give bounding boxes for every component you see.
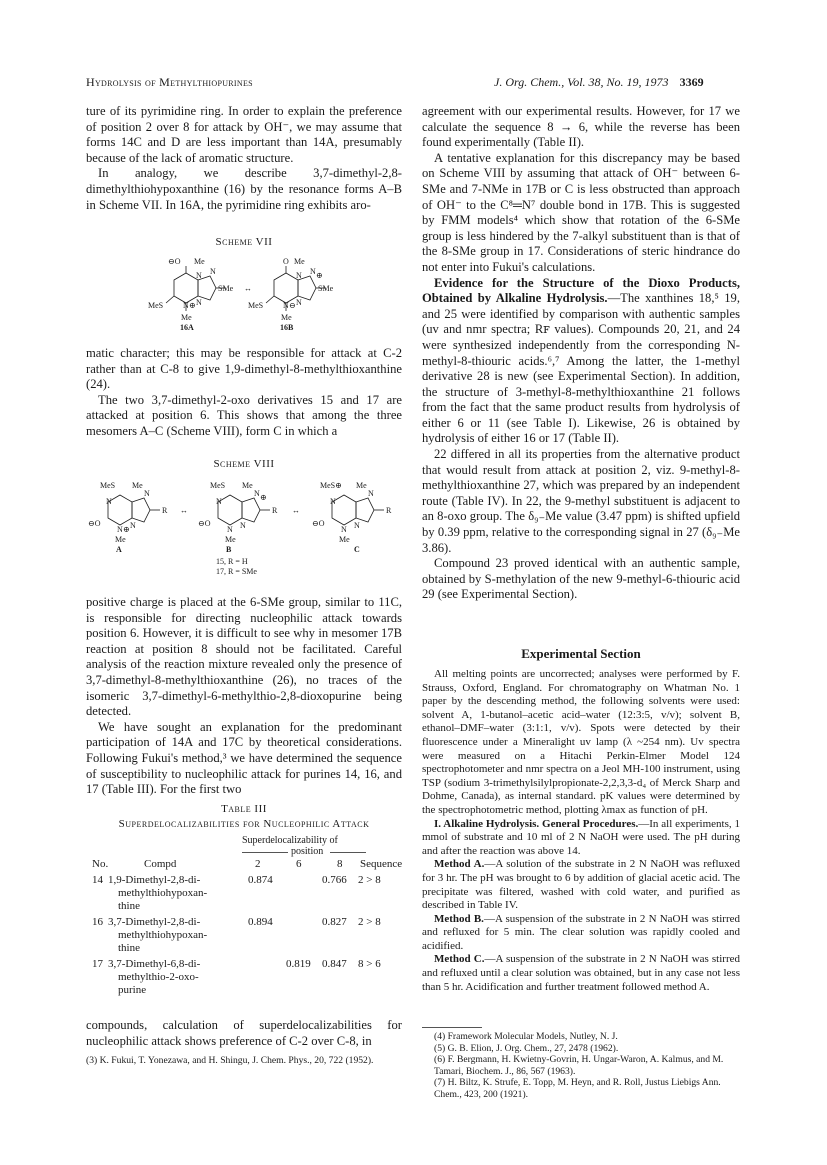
table-cell-compd <box>108 916 238 955</box>
paragraph-text: —In all experiments, 1 mmol of substrate and 10 ml of 2 N NaOH were used. The pH during and after the reaction was above 14. <box>422 817 740 857</box>
paragraph: ture of its pyrimidine ring. In order to explain the preference of position 2 over 8 for attack by OH⁻, we may assume that forms 14C and D are less important than 14A, presumably because of the lack of aromatic structure. <box>86 104 402 165</box>
table-header-pos8: 8 <box>337 858 343 870</box>
paragraph: compounds, calculation of superdelocalizabilities for nucleophilic attack shows preference of C-2 over C-8, in <box>86 1018 402 1048</box>
left-paragraph-block-1 <box>86 104 402 213</box>
scheme-label: ⊕ <box>189 301 196 310</box>
table-title: Table III <box>221 803 267 815</box>
scheme-label: ⊕ <box>123 525 130 534</box>
table-header-pos6: 6 <box>296 858 302 870</box>
paragraph: A tentative explanation for this discrepancy may be based on Scheme VIII by assuming that attack of OH⁻ between 6-SMe and 7-NMe in 17B or C is less obstructed than approach of OH⁻ to the C⁸═N⁷ double bond in 17B. This is suggested by FMM models⁴ which show that rotation of the 6-SMe group is less hindered by the 7-alkyl substituent than is that of the 8-SMe group in 17. Considerations of steric hindrance do not enter into Fukui's calculations. <box>422 150 740 274</box>
run-in-heading: Method C. <box>434 953 485 966</box>
right-paragraph-block-1 <box>422 104 740 603</box>
scheme-label: MeS <box>248 301 264 310</box>
scheme-label: Me <box>115 535 126 544</box>
scheme-label: ⊖ <box>289 301 296 310</box>
table-cell-pos8: 0.827 <box>322 916 347 928</box>
paragraph <box>422 953 740 994</box>
run-in-heading: Method B. <box>434 912 484 925</box>
paragraph: 22 differed in all its properties from the alternative product that would result from attack at position 2, viz. 9-methyl-8-methylthioxanthine 27, which was prepared by an independent route (Table IV). In 22, the 9-methyl substituent is adjacent to an 8-oxo group. The δ₉₋Me value (3.47 ppm) is shifted upfield by 0.39 ppm, relative to the corresponding signal in 27 (δ₉₋Me 3.86). <box>422 447 740 555</box>
scheme-label: MeS⊕ <box>320 481 342 490</box>
resonance-arrow: ↔ <box>292 506 300 515</box>
scheme-title: Scheme VII <box>215 236 273 248</box>
footnote-6: (6) F. Bergmann, H. Kwietny-Govrin, H. Ungar-Waron, A. Kalmus, and M. Tamari, Biochem. J., 86, 567 (1963). <box>434 1054 724 1077</box>
table-cell-sequence: 8 > 6 <box>358 958 381 970</box>
scheme-viii-structures <box>86 470 402 586</box>
scheme-label: N <box>227 525 233 534</box>
scheme-label: N <box>183 301 189 310</box>
scheme-label: Me <box>225 535 236 544</box>
footnotes-right <box>422 1031 740 1101</box>
scheme-label: ⊖O <box>312 519 325 528</box>
scheme-label: N <box>330 497 336 506</box>
table-header-pos2: 2 <box>255 858 261 870</box>
scheme-label: N <box>210 267 216 276</box>
paragraph-text: —A suspension of the substrate in 2 N NaOH was stirred and refluxed for 5 min. The clear solution was rapidly cooled and acidified. <box>422 912 740 952</box>
table-position-header: position <box>291 846 324 857</box>
table-cell-pos2: 0.874 <box>248 874 273 886</box>
scheme-title: Scheme VIII <box>213 458 275 470</box>
resonance-arrow: ↔ <box>244 284 252 293</box>
scheme-label: Me <box>194 257 205 266</box>
paragraph: All melting points are uncorrected; analyses were performed by F. Strauss, Oxford, England. For chromatography on Whatman No. 1 paper by the descending method, the following solvents were used: solvent A, 1-butanol–acetic acid–water (12:3:5, v/v); solvent B, ethanol–DMF–water (3:1:1, v/v). Spots were detected by their fluorescence under a Mineralight uv lamp (λ ~254 nm). Uv spectra were measured on a Hitachi Perkin-Elmer Model 124 spectrophotometer and nmr spectra on a Jeol MH-100 instrument, using TSP (sodium 3-trimethylsilylpropionate-2,2,3,3-d₄ of Merck Sharp and Dohme, Canada), as internal standard. pK values were determined by the spectrophotometric method, plotting λmax as function of pH. <box>422 668 740 816</box>
scheme-label: ⊖O <box>198 519 211 528</box>
paragraph-text: —A suspension of the substrate in 2 N NaOH was stirred and refluxed until a clear solution was obtained, but in any case not less than 5 hr. Acidification and further treatment followed method A. <box>422 953 740 993</box>
table-cell-pos2: 0.894 <box>248 916 273 928</box>
scheme-label: N <box>106 497 112 506</box>
scheme-label: N <box>130 521 136 530</box>
footnote-divider <box>422 1027 482 1028</box>
table-cell-sequence: 2 > 8 <box>358 916 381 928</box>
scheme-label: SMe <box>318 284 334 293</box>
compd-line: methylthiohypoxan- <box>118 887 208 899</box>
divider <box>330 852 366 853</box>
paragraph: In analogy, we describe 3,7-dimethyl-2,8-dimethylthiohypoxanthine (16) by the resonance forms A–B in Scheme VII. In 16A, the pyrimidine ring exhibits aro- <box>86 166 402 212</box>
scheme-label: ⊖O <box>168 257 181 266</box>
table-header-compd: Compd <box>144 858 177 870</box>
table-cell-pos8: 0.766 <box>322 874 347 886</box>
running-head: Hydrolysis of Methylthiopurines <box>86 75 253 89</box>
compound-legend: 17, R = SMe <box>216 567 257 576</box>
divider <box>242 852 288 853</box>
scheme-label: N <box>368 489 374 498</box>
footnote-3: (3) K. Fukui, T. Yonezawa, and H. Shingu, J. Chem. Phys., 20, 722 (1952). <box>86 1055 374 1066</box>
scheme-label: R <box>272 506 278 515</box>
compound-legend: 15, R = H <box>216 557 248 566</box>
run-in-heading: Evidence for the Structure of the Dioxo Products, Obtained by Alkaline Hydrolysis. <box>422 275 740 306</box>
resonance-arrow: ↔ <box>180 506 188 515</box>
paragraph-text: —The xanthines 18,⁵ 19, and 25 were identified by comparison with authentic samples (uv and nmr spectra; Rꜰ values). Compounds 20, 21, and 24 were synthesized independently from the corresponding N-methyl-8-thiouric acids.⁶,⁷ Among the latter, the 1-methyl derivative 28 is new (see Experimental Section). In addition, the structure of 3-methyl-8-methylthioxanthine 21 follows from the fact that the same product results from hydrolysis of either 6 or 11 (see Table I). Likewise, 26 is obtained by hydrolysis of either 16 or 17 (Table II). <box>422 291 740 446</box>
footnote-4: (4) Framework Molecular Models, Nutley, N. J. <box>434 1031 618 1042</box>
scheme-label: ⊕ <box>260 493 267 502</box>
compound-label: 16A <box>180 323 194 332</box>
compd-line: 1,9-Dimethyl-2,8-di- <box>108 874 201 886</box>
paragraph: matic character; this may be responsible for attack at C-2 rather than at C-8 to give 1,9-dimethyl-8-methylthioxanthine (24). <box>86 346 402 392</box>
scheme-label: N <box>254 489 260 498</box>
compd-line: purine <box>118 984 147 996</box>
table-cell-pos8: 0.847 <box>322 958 347 970</box>
left-paragraph-block-3 <box>86 595 402 798</box>
scheme-label: Me <box>339 535 350 544</box>
table-iii <box>92 834 404 1004</box>
run-in-heading: I. Alkaline Hydrolysis. General Procedures. <box>434 817 639 830</box>
scheme-label: Me <box>294 257 305 266</box>
paragraph <box>422 818 740 859</box>
scheme-viii <box>86 458 402 591</box>
scheme-label: R <box>386 506 392 515</box>
section-title: Experimental Section <box>521 646 641 661</box>
scheme-label: N <box>240 521 246 530</box>
paragraph: Compound 23 proved identical with an authentic sample, obtained by S-methylation of the new 9-methyl-6-thiouric acid 29 (see Experimental Section). <box>422 556 740 602</box>
table-cell-no: 14 <box>92 874 103 886</box>
scheme-label: N <box>296 298 302 307</box>
table-cell-compd <box>108 958 238 997</box>
footnote-5: (5) G. B. Elion, J. Org. Chem., 27, 2478 (1962). <box>434 1042 619 1054</box>
paragraph: We have sought an explanation for the predominant participation of 14A and 17C by theoretical considerations. Following Fukui's method,³ we have determined the sequence of susceptibility to nucleophilic attack for purines 14, 16, and 17 (Table III). For the first two <box>86 719 402 797</box>
scheme-label: Me <box>132 481 143 490</box>
table-cell-compd <box>108 874 238 913</box>
scheme-label: N <box>354 521 360 530</box>
scheme-label: ⊖O <box>88 519 101 528</box>
scheme-vii <box>86 236 402 353</box>
scheme-label: MeS <box>100 481 116 490</box>
scheme-label: MeS <box>148 301 164 310</box>
footnote-7: (7) H. Biltz, K. Strufe, E. Topp, M. Heyn, and R. Roll, Justus Liebigs Ann. Chem., 423, 200 (1921). <box>434 1077 721 1100</box>
table-group-header: Superdelocalizability of <box>242 835 338 846</box>
compound-label: 16B <box>280 323 294 332</box>
table-header-no: No. <box>92 858 109 870</box>
scheme-label: SMe <box>218 284 234 293</box>
paragraph <box>422 276 740 448</box>
scheme-vii-structures <box>86 248 402 348</box>
scheme-label: MeS <box>210 481 226 490</box>
scheme-label: Me <box>281 313 292 322</box>
scheme-label: N <box>196 298 202 307</box>
scheme-label: N <box>196 271 202 280</box>
left-paragraph-block-4 <box>86 1018 402 1049</box>
table-subtitle: Superdelocalizabilities for Nucleophilic Attack <box>118 818 370 830</box>
compd-line: methylthiohypoxan- <box>118 929 208 941</box>
scheme-label: ⊕ <box>316 271 323 280</box>
left-paragraph-block-2 <box>86 346 402 440</box>
paragraph: The two 3,7-dimethyl-2-oxo derivatives 15 and 17 are attacked at position 6. This shows that among the three mesomers A–C (Scheme VIII), form C in which a <box>86 392 402 438</box>
compd-line: thine <box>118 900 140 912</box>
paragraph-text: —A solution of the substrate in 2 N NaOH was refluxed for 3 hr. The pH was brought to 6 by addition of glacial acetic acid. The precipitate was filtered, washed with cold water, and purified as described in Table IV. <box>422 858 740 912</box>
experimental-block <box>422 668 740 994</box>
compd-line: thine <box>118 942 140 954</box>
journal-citation <box>494 75 704 90</box>
table-cell-no: 17 <box>92 958 103 970</box>
compound-label: A <box>116 545 122 554</box>
table-cell-sequence: 2 > 8 <box>358 874 381 886</box>
paragraph <box>422 913 740 954</box>
scheme-label: N <box>117 525 123 534</box>
compound-label: B <box>226 545 232 554</box>
scheme-label: R <box>162 506 168 515</box>
scheme-label: N <box>144 489 150 498</box>
paragraph: agreement with our experimental results. However, for 17 we calculate the sequence 8 → 6, while the reverse has been found experimentally (Table II). <box>422 104 740 150</box>
scheme-label: N <box>283 301 289 310</box>
table-cell-no: 16 <box>92 916 103 928</box>
scheme-label: N <box>341 525 347 534</box>
scheme-label: Me <box>181 313 192 322</box>
paragraph: positive charge is placed at the 6-SMe group, similar to 11C, is responsible for directing nucleophilic attack towards position 6. However, it is difficult to see why in mesomer 17B reaction at position 8 should not be facilitated. Careful analysis of the reaction mixture revealed only the presence of 3,7-dimethyl-8-methylthioxanthine (26), no traces of the isomeric 3,7-dimethyl-6-methylthio-2,8-dioxopurine being detected. <box>86 595 402 719</box>
page-number: 3369 <box>679 75 704 89</box>
scheme-label: Me <box>356 481 367 490</box>
compd-line: 3,7-Dimethyl-6,8-di- <box>108 958 201 970</box>
paragraph <box>422 858 740 912</box>
scheme-label: N <box>216 497 222 506</box>
run-in-heading: Method A. <box>434 858 485 871</box>
scheme-label: O <box>283 257 289 266</box>
table-header-sequence: Sequence <box>360 858 403 870</box>
compd-line: methylthio-2-oxo- <box>118 971 199 983</box>
compd-line: 3,7-Dimethyl-2,8-di- <box>108 916 201 928</box>
scheme-label: N <box>296 271 302 280</box>
compound-label: C <box>354 545 360 554</box>
journal-name: J. Org. Chem., Vol. 38, No. 19, 1973 <box>494 75 669 89</box>
scheme-label: N <box>310 267 316 276</box>
scheme-label: Me <box>242 481 253 490</box>
table-cell-pos6: 0.819 <box>286 958 311 970</box>
